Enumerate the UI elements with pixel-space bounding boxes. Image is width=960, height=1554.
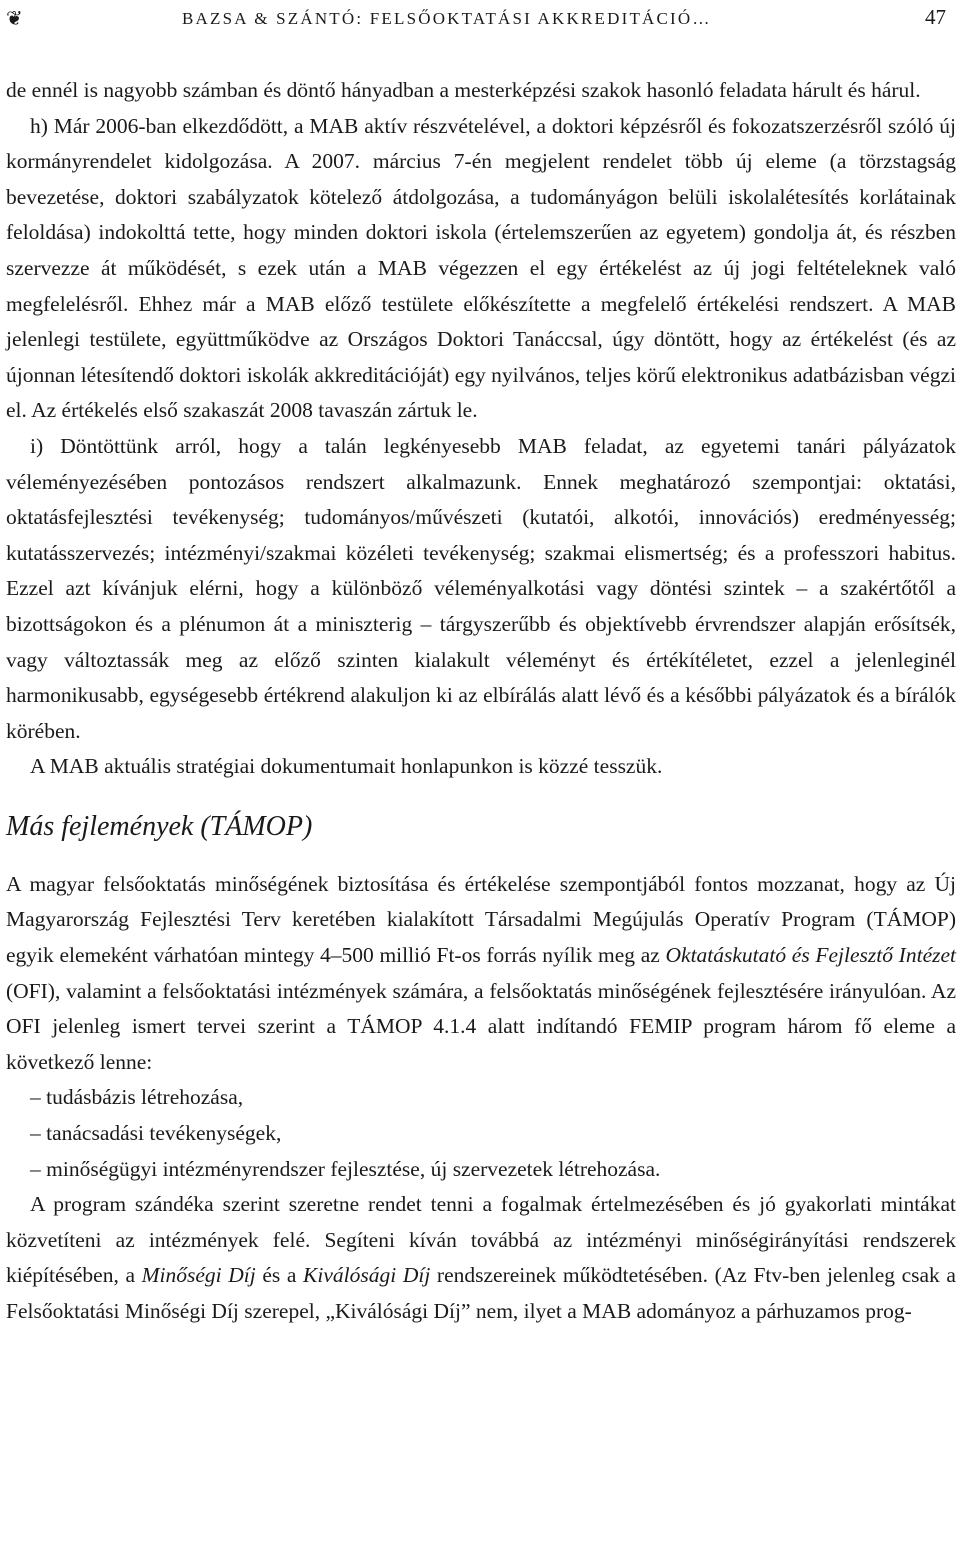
paragraph-program-part-c: rendszereinek működtetésében. (Az Ftv-ben jelenleg csak a Felsőoktatási Minőségi Díj szerepel, „Kiválósági Díj” nem, ilyet a MAB adományoz a párhuzamos prog-: [6, 1263, 956, 1323]
list-item: – tudásbázis létrehozása,: [30, 1085, 244, 1110]
excellence-award-name: Kiválósági Díj: [303, 1263, 431, 1288]
page-number: 47: [925, 5, 946, 29]
paragraph-program-part-a: A program szándéka szerint szeretne rendet tenni a fogalmak értelmezésében és jó gyakorlati mintákat közvetíteni az intézmények felé. Segíteni kíván továbbá az intézményi minőségirányítási rendszerek kiépítésében, a: [6, 1192, 956, 1288]
running-title: BAZSA & SZÁNTÓ: FELSŐOKTATÁSI AKKREDITÁCIÓ…: [182, 9, 712, 28]
running-header: [6, 3, 954, 33]
fleuron-icon: ❦: [6, 6, 23, 30]
paragraph-program-part-b: és a: [255, 1263, 304, 1288]
paragraph-tamop: [6, 867, 956, 1081]
section-heading: Más fejlemények (TÁMOP): [6, 810, 313, 842]
paragraph-strategy: A MAB aktuális stratégiai dokumentumait honlapunkon is közzé tesszük.: [30, 754, 663, 779]
paragraph-h: h) Már 2006-ban elkezdődött, a MAB aktív részvételével, a doktori képzésről és fokozatszerzésről szóló új kormányrendelet kidolgozása. A 2007. március 7-én megjelent rendelet több új eleme (a törzstagság bevezetése, doktori szabályzatok kötelező átdolgozása, a tudományágon belüli iskolalétesítés korlátainak feloldása) indokolttá tette, hogy minden doktori iskola (értelemszerűen az egyetem) gondolja át, és részben szervezze át működését, s ezek után a MAB végezzen el egy értékelést az új jogi feltételeknek való megfelelésről. Ehhez már a MAB előző testülete előkészítette a megfelelő értékelési rendszert. A MAB jelenlegi testülete, együttműködve az Országos Doktori Tanáccsal, úgy döntött, hogy az értékelést (és az újonnan létesítendő doktori iskolák akkreditációját) egy nyilvános, teljes körű elektronikus adatbázisban végzi el. Az értékelés első szakaszát 2008 tavaszán zártuk le.: [6, 113, 956, 423]
paragraph-program: [6, 1187, 956, 1329]
body-text: [6, 73, 956, 1330]
paragraph-tamop-part-a: A magyar felsőoktatás minőségének biztosítása és értékelése szempontjából fontos mozzanat, hogy az Új Magyarország Fejlesztési Terv keretében kialakított Társadalmi Megújulás Operatív Program (TÁMOP) egyik elemeként várhatóan mintegy 4–500 millió Ft-os forrás nyílik meg az: [6, 871, 956, 968]
paragraph-tamop-part-b: (OFI), valamint a felsőoktatási intézmények számára, a felsőoktatás minőségének fejlesztésére irányulóan. Az OFI jelenleg ismert tervei szerint a TÁMOP 4.1.4 alatt indítandó FEMIP program három fő eleme a következő lenne:: [6, 978, 956, 1074]
ofi-name: Oktatáskutató és Fejlesztő Intézet: [665, 943, 956, 968]
paragraph-i: i) Döntöttünk arról, hogy a talán legkényesebb MAB feladat, az egyetemi tanári pályázatok véleményezésében pontozásos rendszert alkalmazunk. Ennek meghatározó szempontjai: oktatási, oktatásfejlesztési tevékenység; tudományos/művészeti (kutatói, alkotói, innovációs) eredményesség; kutatásszervezés; intézményi/szakmai közéleti tevékenység; szakmai elismertség; és a professzori habitus. Ezzel azt kívánjuk elérni, hogy a különböző véleményalkotási vagy döntési szintek – a szakértőtől a bizottságokon és a plénumon át a miniszterig – tárgyszerűbb és objektívebb érvrendszer alapján erősítsék, vagy változtassák meg az előző szinten kialakult véleményt és értékítéletet, ezzel a jelenleginél harmonikusabb, egységesebb értékrend alakuljon ki az elbírálás alatt lévő és a későbbi pályázatok és a bírálók körében.: [6, 433, 956, 743]
paragraph-continuation: de ennél is nagyobb számban és döntő hányadban a mesterképzési szakok hasonló feladata hárult és hárul.: [6, 78, 921, 102]
list-item: – minőségügyi intézményrendszer fejlesztése, új szervezetek létrehozása.: [30, 1156, 661, 1181]
list-item: – tanácsadási tevékenységek,: [30, 1121, 282, 1146]
quality-award-name: Minőségi Díj: [141, 1263, 256, 1288]
